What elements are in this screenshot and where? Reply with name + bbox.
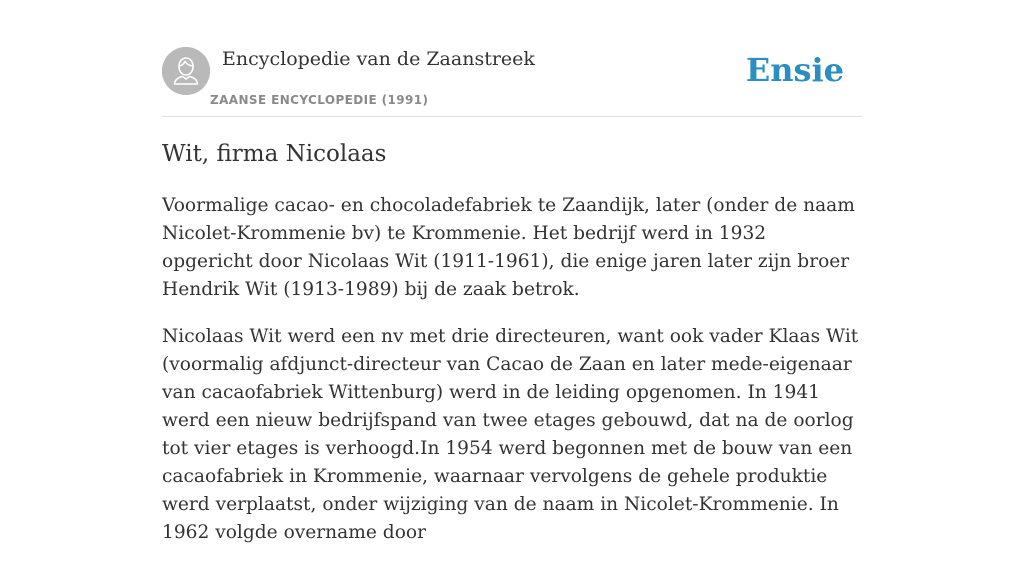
article-body [162, 192, 862, 566]
source-header [162, 46, 862, 117]
source-title[interactable]: Encyclopedie van de Zaanstreek [222, 48, 535, 70]
user-icon[interactable] [162, 47, 210, 95]
article-paragraph: Nicolaas Wit werd een nv met drie directeuren, want ook vader Klaas Wit (voormalig afdjunct-directeur van Cacao de Zaan en later mede-eigenaar van cacaofabriek Wittenburg) werd in de leiding opgenomen. In 1941 werd een nieuw bedrijfspand van twee etages gebouwd, dat na de oorlog tot vier etages is verhoogd.In 1954 werd begonnen met de bouw van een cacaofabriek in Krommenie, waarnaar vervolgens de gehele produktie werd verplaatst, onder wijziging van de naam in Nicolet-Krommenie. In 1962 volgde overname door [162, 326, 859, 543]
article-title: Wit, firma Nicolaas [162, 141, 387, 167]
article-paragraph: Voormalige cacao- en chocoladefabriek te Zaandijk, later (onder de naam Nicolet-Krommenie bv) te Krommenie. Het bedrijf werd in 1932 opgericht door Nicolaas Wit (1911-1961), die enige jaren later zijn broer Hendrik Wit (1913-1989) bij de zaak betrok. [162, 195, 855, 300]
source-subtitle[interactable]: ZAANSE ENCYCLOPEDIE (1991) [210, 93, 429, 107]
brand-logo[interactable]: Ensie [745, 51, 844, 89]
avatar-silhouette [162, 47, 210, 95]
